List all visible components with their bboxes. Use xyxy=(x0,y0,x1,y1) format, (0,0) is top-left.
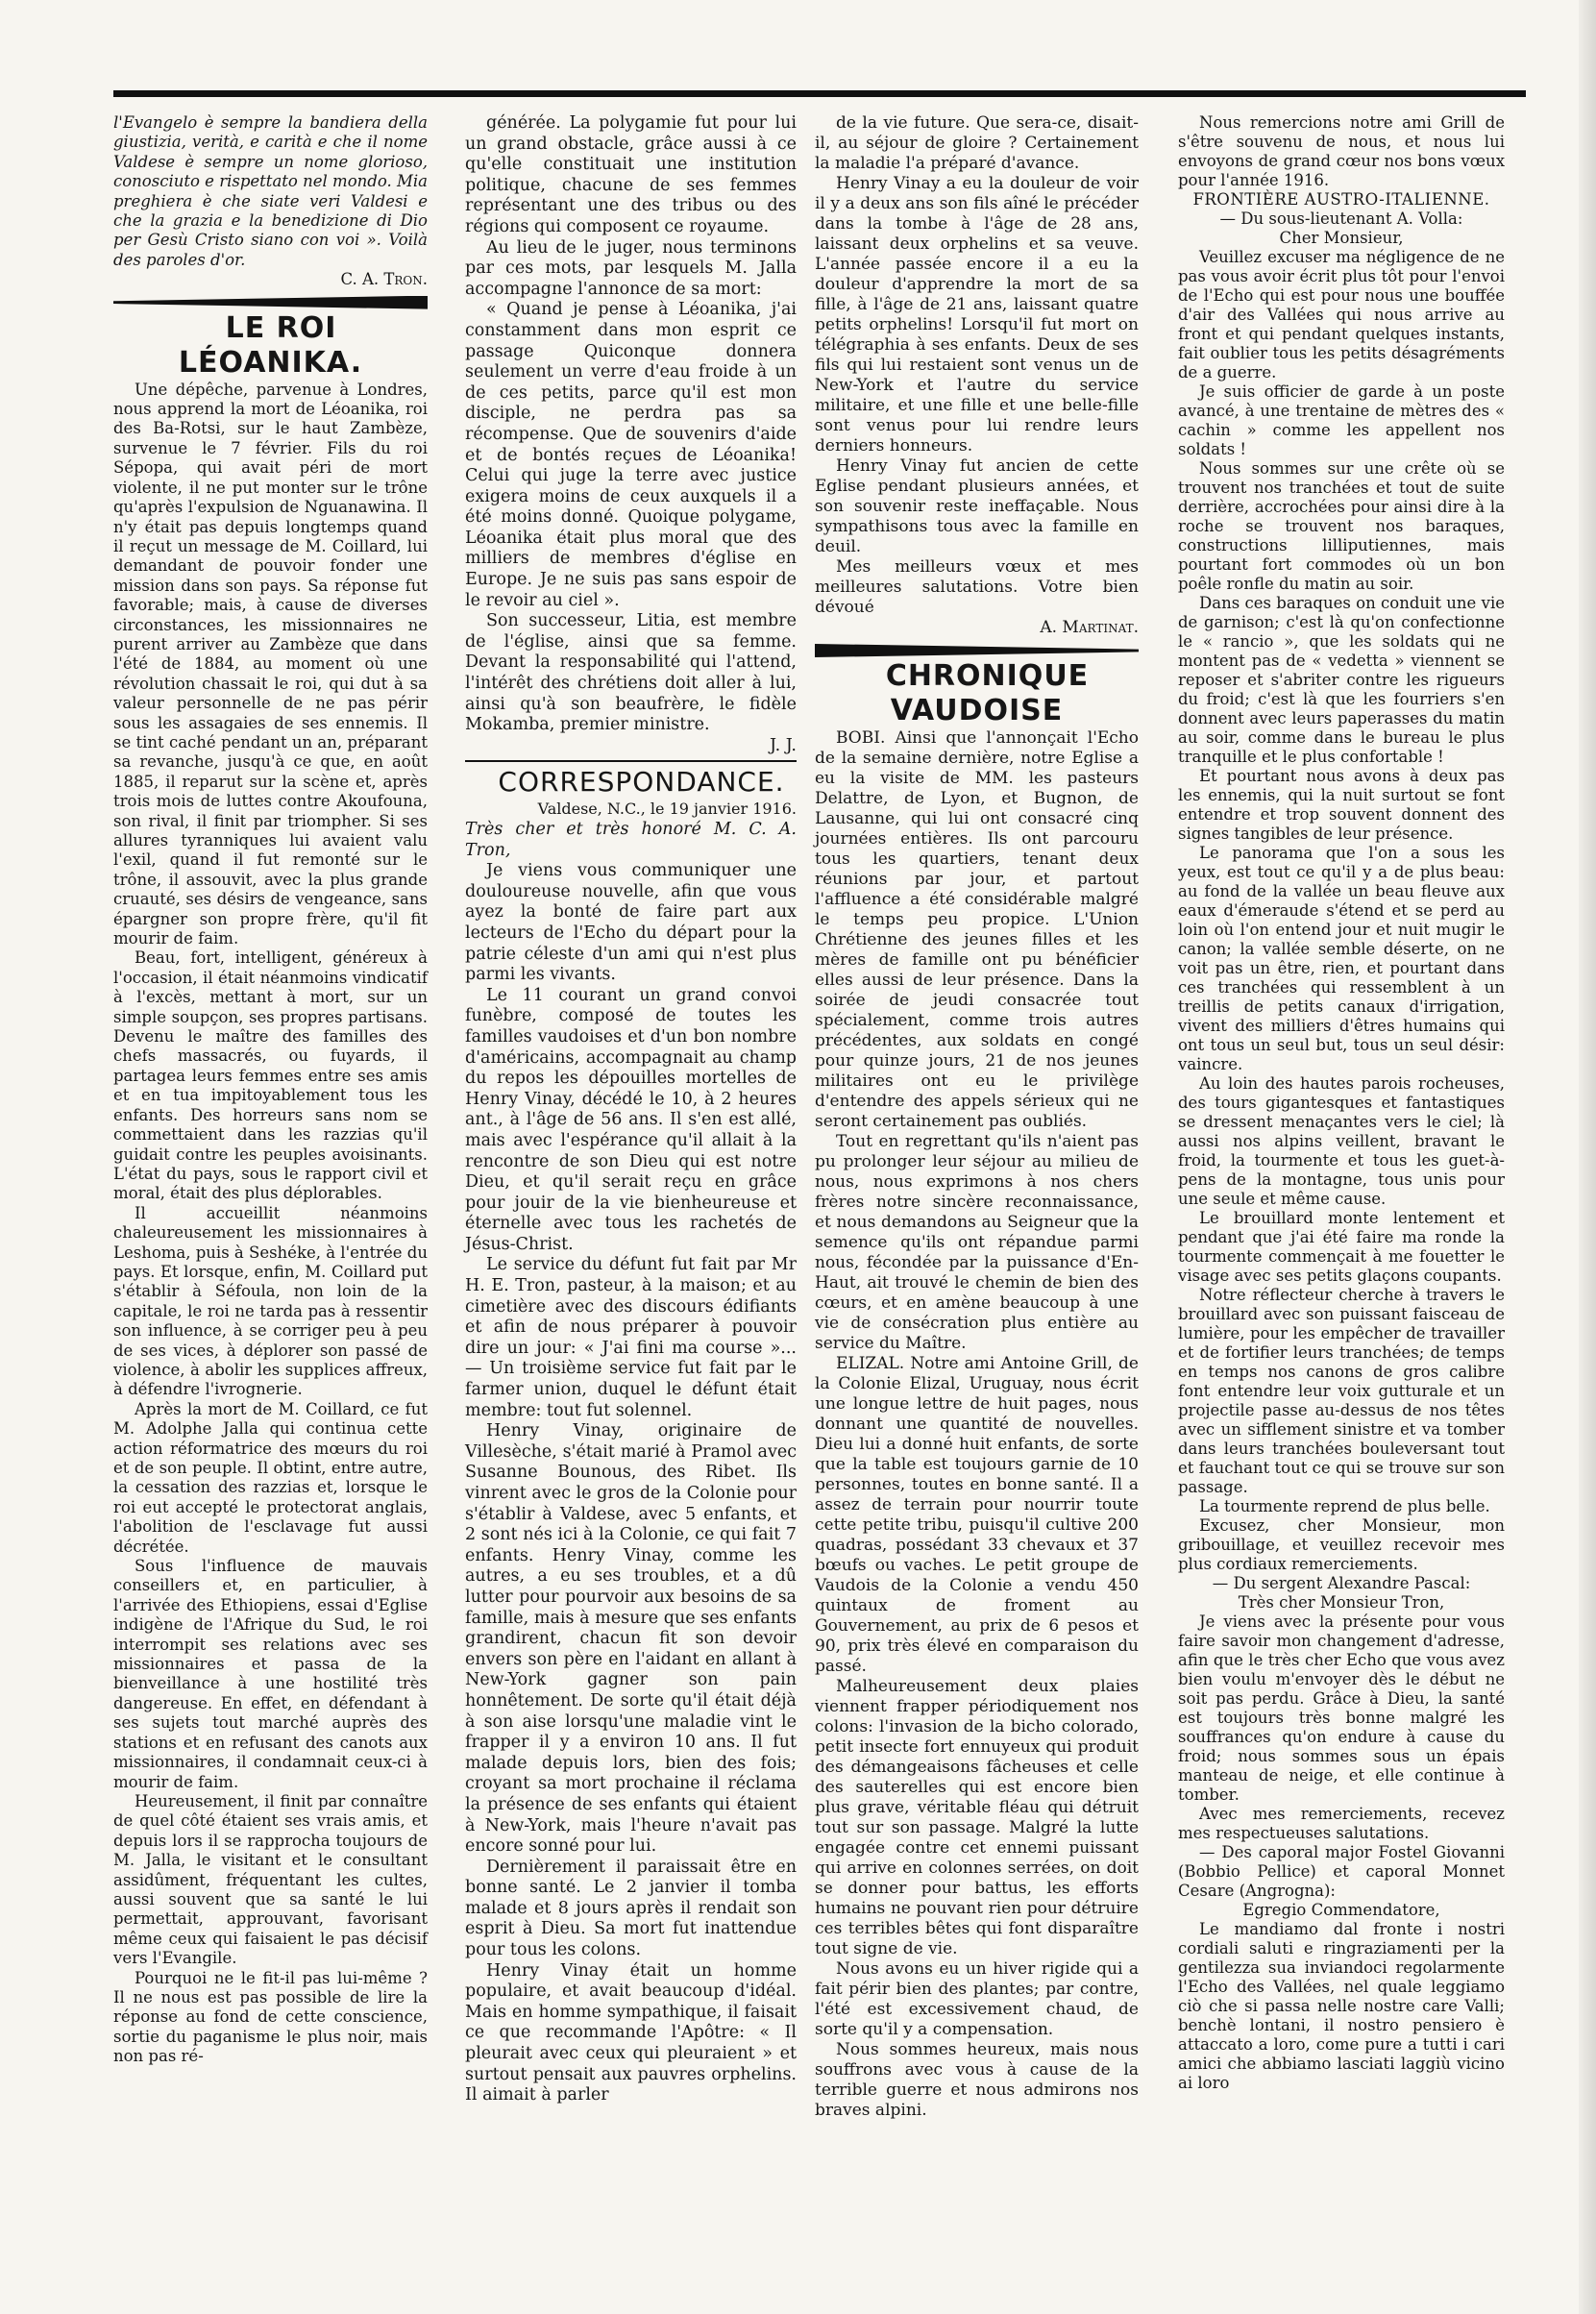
paragraph: Au lieu de le juger, nous terminons par ces mots, par lesquels M. Jalla accompagne l'annonce de sa mort: xyxy=(465,237,797,299)
paragraph: Nous avons eu un hiver rigide qui a fait périr bien des plantes; par contre, l'été est excessivement chaud, de sorte qu'il y a compensation. xyxy=(815,1959,1139,2039)
paragraph: Henry Vinay a eu la douleur de voir il y a deux ans son fils aîné le précéder dans la tombe à l'âge de 28 ans, laissant deux orphelins et sa veuve. L'année passée encore il a eu la douleur d'apprendre la mort de sa fille, à l'âge de 21 ans, laissant quatre petits orphelins! Lorsqu'il fut mort on télégraphia à ses enfants. Deux de ses fils qui lui restaient sont venus un de New-York et l'autre du service militaire, et une fille et une belle-fille sont venus pour lui rendre leurs derniers honneurs. xyxy=(815,174,1139,455)
article-body-continued xyxy=(465,113,797,736)
column-1 xyxy=(113,113,428,2067)
paragraph: Pourquoi ne le fit-il pas lui-même ? Il ne nous est pas possible de lire la réponse au fond de cette conscience, sortie du paganisme le plus noir, mais non pas ré- xyxy=(113,1968,428,2066)
paragraph: Je suis officier de garde à un poste avancé, à une trentaine de mètres des « cachin » comme les appellent nos soldats ! xyxy=(1178,382,1505,458)
paragraph: Au loin des hautes parois rocheuses, des tours gigantesques et fantastiques se dressent menaçantes vers le ciel; là aussi nos alpins veillent, bravant le froid, la tourmente et tous les guet-à-pens de la montagne, tous unis pour une seule et même cause. xyxy=(1178,1074,1505,1208)
column-3 xyxy=(815,113,1139,2121)
paragraph: Après la mort de M. Coillard, ce fut M. Adolphe Jalla qui continua cette action réformatrice des mœurs du roi et de son peuple. Il obtint, entre autre, la cessation des razzias et, lorsque le roi eut accepté le protectorat anglais, l'abolition de l'esclavage fut aussi décrétée. xyxy=(113,1399,428,1556)
intro-text: l'Evangelo è sempre la bandiera della giustizia, verità, e carità e che il nome Valdese è sempre un nome glorioso, conosciuto e rispettato nel mondo. Mia preghiera è che siate veri Valdesi e che la grazia e la benedizione di Dio per Gesù Cristo siano con voi ». Voilà des paroles d'or. xyxy=(113,113,428,269)
paragraph: Je viens vous communiquer une douloureuse nouvelle, afin que vous ayez la bonté de faire part aux lecteurs de l'Echo du départ pour la patrie céleste d'un ami qui n'est plus parmi les vivants. xyxy=(465,861,797,985)
paragraph: Sous l'influence de mauvais conseillers et, en particulier, à l'arrivée des Ethiopiens, essai d'Eglise indigène de l'Afrique du Sud, le roi interrompit ses relations avec ses missionnaires et passa de la bienveillance à une hostilité très dangereuse. En effet, en défendant à ses sujets tout marché auprès des stations et en refusant des canots aux missionnaires, il condamnait ceux-ci à mourir de faim. xyxy=(113,1557,428,1791)
paragraph: Une dépêche, parvenue à Londres, nous apprend la mort de Léoanika, roi des Ba-Rotsi, sur le haut Zambèze, survenue le 7 février. Fils du roi Sépopa, qui avait péri de mort violente, il ne put monter sur le trône qu'après l'expulsion de Nguanawina. Il n'y était pas depuis longtemps quand il reçut un message de M. Coillard, lui demandant de pouvoir fonder une mission dans son pays. Sa réponse fut favorable; mais, à cause de diverses circonstances, les missionnaires ne purent arriver au Zambèze que dans l'été de 1884, au moment où une révolution chassait le roi, qui dut à sa valeur personnelle de ne pas périr sous les assagaies de ses ennemis. Il se tint caché pendant un an, préparant sa revanche, jusqu'à ce que, en août 1885, il reparut sur la scène et, après trois mois de luttes contre Akoufouna, son rival, il finit par triompher. Si ses allures tyranniques lui avaient valu l'exil, quand il fut remonté sur le trône, il assouvit, avec la plus grande cruauté, ses désirs de vengeance, sans épargner son propre frère, qu'il fit mourir de faim. xyxy=(113,380,428,948)
paragraph: Beau, fort, intelligent, généreux à l'occasion, il était néanmoins vindicatif à l'excès, mettant à mort, sur un simple soupçon, ses propres partisans. Devenu le maître des familles des chefs massacrés, ou fuyards, il partagea leurs femmes entre ses amis et en tua impitoyablement tous les enfants. Des horreurs sans nom se commettaient dans les razzias qu'il guidait contre les peuples avoisinants. L'état du pays, sous le rapport civil et moral, était des plus déplorables. xyxy=(113,948,428,1203)
paragraph: Tout en regrettant qu'ils n'aient pas pu prolonger leur séjour au milieu de nous, nous exprimons à nos chers frères notre sincère reconnaissance, et nous demandons au Seigneur que la semence qu'ils ont répandue parmi nous, fécondée par la puissance d'En-Haut, ait trouvé le chemin de bien des cœurs, et en amène beaucoup à une vie de consécration plus entière au service du Maître. xyxy=(815,1132,1139,1353)
paragraph: Et pourtant nous avons à deux pas les ennemis, qui la nuit surtout se font entendre et trop souvent donnent des signes tangibles de leur présence. xyxy=(1178,767,1505,843)
letter-signature: A. Martinat. xyxy=(1040,618,1139,637)
chronique-title: CHRONIQUE VAUDOISE xyxy=(885,659,1090,727)
column-2 xyxy=(465,113,797,2106)
paragraph: de la vie future. Que sera-ce, disait-il, au séjour de gloire ? Certainement la maladie l'a préparé d'avance. xyxy=(815,113,1139,173)
paragraph: Henry Vinay était un homme populaire, et avait beaucoup d'idéal. Mais en homme sympathique, il faisait ce que recommande l'Apôtre: « Il pleurait avec ceux qui pleuraient » et surtout pensait aux pauvres orphelins. Il aimait à parler xyxy=(465,1960,797,2105)
volla-letter xyxy=(1178,248,1505,1574)
pascal-intro: — Du sergent Alexandre Pascal: xyxy=(1212,1574,1471,1592)
letter-greeting: Très cher et très honoré M. C. A. Tron, xyxy=(465,820,797,860)
paragraph: Le panorama que l'on a sous les yeux, est tout ce qu'il y a de plus beau: au fond de la vallée un beau fleuve aux eaux d'émeraude s'étend et se perd au loin où l'on entend jour et nuit mugir le canon; la vallée semble déserte, on ne voit pas un être, rien, et pourtant dans ces tranchées qui ressemblent à un treillis de petits canaux d'irrigation, vivent des milliers d'êtres humains qui ont tous un seul but, tous un seul désir: vaincre. xyxy=(1178,844,1505,1073)
caporal-greeting: Egregio Commendatore, xyxy=(1242,1901,1440,1919)
letter-body xyxy=(465,861,797,2106)
intro-signature: C. A. Tron. xyxy=(340,270,428,289)
column-4 xyxy=(1178,113,1505,2093)
paragraph: Mes meilleurs vœux et mes meilleures salutations. Votre bien dévoué xyxy=(815,557,1139,617)
volla-greeting: Cher Monsieur, xyxy=(1279,229,1404,247)
paragraph: Je viens avec la présente pour vous faire savoir mon changement d'adresse, afin que le très cher Echo que vous avez bien voulu m'envoyer dès le début ne soit pas perdu. Grâce à Dieu, la santé est toujours très bonne malgré les souffrances qu'on endure à cause du froid; nous sommes sous un épais manteau de neige, et elle continue à tomber. xyxy=(1178,1612,1505,1804)
paragraph: Heureusement, il finit par connaître de quel côté étaient ses vrais amis, et depuis lors il se rapprocha toujours de M. Jalla, le visitant et le consultant assidûment, fréquentant les cultes, aussi souvent que sa santé le lui permettait, approuvant, favorisant même ceux qui faisaient le pas décisif vers l'Evangile. xyxy=(113,1791,428,1968)
article-body xyxy=(113,381,428,2067)
letter-place-date: Valdese, N.C., le 19 janvier 1916. xyxy=(537,800,797,819)
paragraph: Le 11 courant un grand convoi funèbre, composé de toutes les familles vaudoises et d'un bon nombre d'américains, accompagnait au champ du repos les dépouilles mortelles de Henry Vinay, décédé le 10, à 2 heures ant., à l'âge de 56 ans. Il s'en est allé, mais avec l'espérance qu'il allait à la rencontre de son Dieu qui est notre Dieu, et qu'il serait reçu en grâce pour jouir de la vie bienheureuse et éternelle avec tous les rachetés de Jésus-Christ. xyxy=(465,985,797,1254)
section-rule xyxy=(113,296,428,309)
paragraph: Le service du défunt fut fait par Mr H. E. Tron, pasteur, à la maison; et au cimetière avec des discours édifiants et afin de nous préparer à pouvoir dire un jour: « J'ai fini ma course »... — Un troisième service fut fait par le farmer union, duquel le défunt était membre: tout fut solennel. xyxy=(465,1255,797,1420)
chronique-body-continued xyxy=(1178,113,1505,190)
article-signature: J. J. xyxy=(769,735,797,755)
paragraph: BOBI. Ainsi que l'annonçait l'Echo de la semaine dernière, notre Eglise a eu la visite de MM. les pasteurs Delattre, de Lyon, et Bugnon, de Lausanne, qui lui ont consacré cinq journées entières. Ils ont parcouru tous les quartiers, tenant deux réunions par jour, et partout l'affluence a été considérable malgré le temps peu propice. L'Union Chrétienne des jeunes filles et les mères de famille ont pu bénéficier elles aussi de leur présence. Dans la soirée de jeudi consacrée tout spécialement, comme trois autres précédentes, aux soldats en congé pour quinze jours, 21 de nos jeunes militaires ont eu le privilège d'entendre des appels sérieux qui ne seront certainement pas oubliés. xyxy=(815,728,1139,1131)
pascal-greeting: Très cher Monsieur Tron, xyxy=(1238,1593,1445,1612)
correspondance-title: CORRESPONDANCE. xyxy=(498,766,785,799)
paragraph: Nous remercions notre ami Grill de s'être souvenu de nous, et nous lui envoyons de grand cœur nos bons vœux pour l'année 1916. xyxy=(1178,113,1505,189)
paragraph: Henry Vinay fut ancien de cette Eglise pendant plusieurs années, et son souvenir reste ineffaçable. Nous sympathisons tous avec la famille en deuil. xyxy=(815,456,1139,556)
paragraph: Notre réflecteur cherche à travers le brouillard avec son puissant faisceau de lumière, pour les empêcher de travailler et de fortifier leurs tranchées; de temps en temps nos canons de gros calibre font entendre leur voix gutturale et un projectile passe au-dessus de nos têtes avec un sifflement sinistre et va tomber dans leurs tranchées bouleversant tout et fauchant tout ce qui se trouve sur son passage. xyxy=(1178,1286,1505,1496)
header-rule xyxy=(113,90,1526,97)
paragraph: Veuillez excuser ma négligence de ne pas vous avoir écrit plus tôt pour l'envoi de l'Echo qui est pour nous une bouffée d'air des Vallées qui nous arrive au front et qui pendant quelques instants, fait oublier tous les petits désagréments de a guerre. xyxy=(1178,248,1505,382)
paragraph: « Quand je pense à Léoanika, j'ai constamment dans mon esprit ce passage Quiconque donnera seulement un verre d'eau froide à un de ces petits, parce qu'il est mon disciple, ne perdra pas sa récompense. Que de souvenirs d'aide et de bontés reçues de Léoanika! Celui qui juge la terre avec justice exigera moins de ceux auxquels il a été moins donné. Quoique polygame, Léoanika était plus moral que des milliers de membres d'église en Europe. Je ne suis pas sans espoir de le revoir au ciel ». xyxy=(465,300,797,610)
article-title-leoanika: LE ROI LÉOANIKA. xyxy=(178,310,363,380)
paragraph: Le mandiamo dal fronte i nostri cordiali saluti e ringraziamenti per la gentilezza sua inviandoci regolarmente l'Echo des Vallées, nel quale leggiamo ciò che si passa nelle nostre care Valli; benchè lontani, il nostro pensiero è attaccato a loro, come pure a tutti i cari amici che abbiamo lasciati laggiù vicino ai loro xyxy=(1178,1920,1505,2092)
paragraph: Nous sommes heureux, mais nous souffrons avec vous à cause de la terrible guerre et nous admirons nos braves alpini. xyxy=(815,2040,1139,2120)
paragraph: Dernièrement il paraissait être en bonne santé. Le 2 janvier il tomba malade et 8 jours après il rendait son esprit à Dieu. Sa mort fut inattendue pour tous les colons. xyxy=(465,1857,797,1960)
caporal-letter xyxy=(1178,1920,1505,2093)
front-section-title: FRONTIÈRE AUSTRO-ITALIENNE. xyxy=(1192,190,1490,209)
paragraph: Dans ces baraques on conduit une vie de garnison; c'est là qu'on confectionne le « rancio », que les soldats qui ne montent pas de « vedetta » viennent se reposer et s'abriter contre les rigueurs du froid; c'est là que les fourriers s'en donnent avec leurs paperasses du matin au soir, comme dans le bureau le plus tranquille et le plus confortable ! xyxy=(1178,594,1505,766)
paragraph: Excusez, cher Monsieur, mon gribouillage, et veuillez recevoir mes plus cordiaux remerciements. xyxy=(1178,1516,1505,1573)
pascal-letter xyxy=(1178,1612,1505,1843)
letter-body-continued xyxy=(815,113,1139,618)
caporal-intro: — Des caporal major Fostel Giovanni (Bobbio Pellice) et caporal Monnet Cesare (Angrogna): xyxy=(1178,1843,1505,1900)
paragraph: générée. La polygamie fut pour lui un grand obstacle, grâce aussi à ce qu'elle constituait une institution politique, chacune de ses femmes représentant une des tribus ou des régions qui composent ce royaume. xyxy=(465,113,797,236)
paragraph: Malheureusement deux plaies viennent frapper périodiquement nos colons: l'invasion de la bicho colorado, petit insecte fort ennuyeux qui produit des démangeaisons fâcheuses et celle des sauterelles qui est encore bien plus grave, véritable fléau qui détruit tout sur son passage. Malgré la lutte engagée contre cet ennemi puissant qui arrive en colonnes serrées, on doit se donner pour battus, les efforts humains ne pouvant rien pour détruire ces terribles bêtes qui font disparaître tout signe de vie. xyxy=(815,1677,1139,1958)
paragraph: Son successeur, Litia, est membre de l'église, ainsi que sa femme. Devant la responsabilité qui l'attend, l'intérêt des chrétiens doit aller à lui, ainsi qu'à son beaufrère, le fidèle Mokamba, premier ministre. xyxy=(465,611,797,735)
paragraph: Le brouillard monte lentement et pendant que j'ai été faire ma ronde la tourmente commençait à me fouetter le visage avec ses petits glaçons coupants. xyxy=(1178,1209,1505,1285)
paragraph: Nous sommes sur une crête où se trouvent nos tranchées et tout de suite derrière, accrochées pour ainsi dire à la roche se trouvent nos baraques, constructions lilliputiennes, mais pourtant fort commodes où un bon poêle ronfle du matin au soir. xyxy=(1178,459,1505,593)
chronique-body xyxy=(815,728,1139,2121)
volla-intro: — Du sous-lieutenant A. Volla: xyxy=(1219,209,1463,228)
section-rule xyxy=(465,760,797,762)
paragraph: La tourmente reprend de plus belle. xyxy=(1199,1497,1490,1515)
paragraph: Avec mes remerciements, recevez mes respectueuses salutations. xyxy=(1178,1805,1505,1842)
scan-edge xyxy=(1579,0,1596,2314)
section-rule xyxy=(815,644,1139,657)
paragraph: Henry Vinay, originaire de Villesèche, s'était marié à Pramol avec Susanne Bounous, des Ribet. Ils vinrent avec le gros de la Colonie pour s'établir à Valdese, avec 5 enfants, et 2 sont nés ici à la Colonie, ce qui fait 7 enfants. Henry Vinay, comme les autres, a eu ses troubles, et a dû lutter pour pourvoir aux besoins de sa famille, mais à mesure que ses enfants grandirent, chacun fit son devoir envers son père en l'aidant en allant à New-York gagner son pain honnêtement. De sorte qu'il était déjà à son aise lorsqu'une maladie vint le frapper il y a environ 10 ans. Il fut malade depuis lors, bien des fois; croyant sa mort prochaine il réclama la présence de ses enfants qui étaient à New-York, mais l'heure n'avait pas encore sonné pour lui. xyxy=(465,1421,797,1857)
paragraph: Il accueillit néanmoins chaleureusement les missionnaires à Leshoma, puis à Seshéke, à l'entrée du pays. Et lorsque, enfin, M. Coillard put s'établir à Séfoula, non loin de la capitale, le roi ne tarda pas à ressentir son influence, à se corriger peu à peu de ses vices, à déplorer son passé de violence, à abolir les supplices affreux, à défendre l'ivrognerie. xyxy=(113,1203,428,1399)
paragraph: ELIZAL. Notre ami Antoine Grill, de la Colonie Elizal, Uruguay, nous écrit une longue lettre de huit pages, nous donnant une quantité de nouvelles. Dieu lui a donné huit enfants, de sorte que la table est toujours garnie de 10 personnes, toutes en bonne santé. Il a assez de terrain pour nourrir toute cette petite tribu, puisqu'il cultive 200 quadras, possédant 33 chevaux et 37 bœufs ou vaches. Le petit groupe de Vaudois de la Colonie a vendu 450 quintaux de froment au Gouvernement, au prix de 6 pesos et 90, prix très élevé en comparaison du passé. xyxy=(815,1354,1139,1676)
